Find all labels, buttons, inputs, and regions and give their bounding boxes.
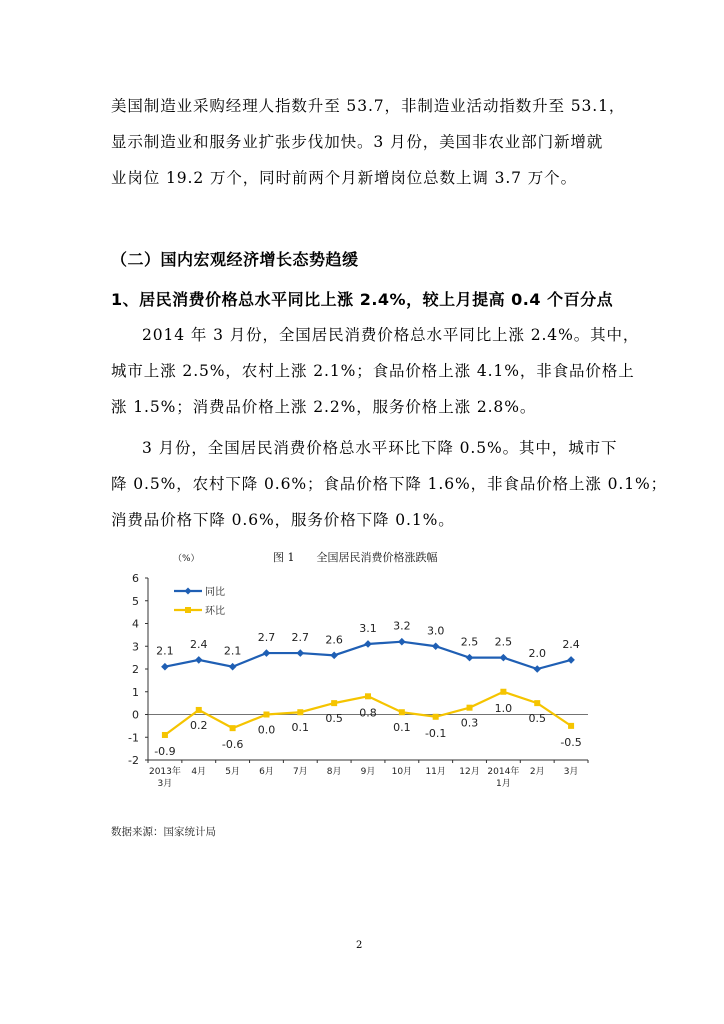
- x-tick-label: 2013年: [148, 767, 181, 777]
- data-point: [398, 638, 406, 646]
- data-point: [432, 642, 440, 650]
- data-point: [161, 663, 169, 671]
- x-tick-label: 3月: [157, 779, 173, 789]
- data-label: 2.5: [460, 635, 479, 649]
- data-label: 3.2: [393, 619, 411, 633]
- x-tick-label: 7月: [292, 767, 308, 777]
- data-point: [500, 654, 508, 662]
- x-tick-label: 2014年: [487, 767, 520, 777]
- legend-label: 同比: [205, 587, 225, 598]
- y-tick-label: -2: [128, 754, 139, 767]
- paragraph-cpi-mom: [111, 430, 668, 538]
- data-point: [263, 712, 269, 718]
- data-label: 0.1: [393, 721, 411, 735]
- x-tick-label: 6月: [259, 767, 274, 777]
- x-tick-label: 8月: [326, 767, 342, 777]
- data-point: [195, 656, 203, 664]
- data-point: [364, 640, 372, 648]
- data-point: [230, 725, 236, 731]
- data-point: [567, 656, 575, 664]
- data-label: 3.0: [426, 624, 445, 638]
- x-tick-label: 5月: [225, 767, 240, 777]
- data-label: 0.2: [190, 718, 208, 732]
- data-label: 0.8: [359, 706, 377, 720]
- data-point: [331, 700, 337, 706]
- data-point: [466, 654, 474, 662]
- data-point: [533, 665, 541, 673]
- data-point: [297, 649, 305, 657]
- x-tick-label: 9月: [360, 767, 376, 777]
- data-label: -0.9: [154, 744, 176, 758]
- data-point: [467, 705, 473, 711]
- data-point: [433, 714, 439, 720]
- paragraph-line: 2014 年 3 月份，全国居民消费价格总水平同比上涨 2.4%。其中，: [142, 326, 640, 344]
- data-label: -0.6: [221, 738, 244, 752]
- data-point: [365, 693, 371, 699]
- data-point: [229, 663, 237, 671]
- data-label: 0.0: [257, 723, 276, 737]
- y-tick-label: 3: [132, 640, 139, 654]
- data-label: 2.7: [257, 631, 276, 645]
- data-point: [330, 652, 338, 660]
- y-tick-label: 6: [132, 572, 139, 585]
- data-label: 2.6: [325, 633, 343, 647]
- data-label: 2.7: [291, 631, 310, 645]
- y-axis-unit: （%）: [173, 554, 200, 564]
- data-point: [399, 709, 405, 715]
- paragraph-line: 显示制造业和服务业扩张步伐加快。3 月份，美国非农业部门新增就: [111, 133, 604, 151]
- x-tick-label: 12月: [459, 767, 480, 777]
- data-point: [263, 649, 271, 657]
- data-label: 2.4: [190, 637, 208, 651]
- data-label: 0.1: [291, 721, 310, 735]
- legend-marker: [185, 588, 192, 595]
- data-label: 2.0: [528, 647, 546, 660]
- intro-paragraph: [111, 88, 626, 196]
- page-number: 2: [356, 940, 363, 951]
- paragraph-line: 城市上涨 2.5%，农村上涨 2.1%；食品价格上涨 4.1%，非食品价格上: [111, 362, 635, 380]
- data-point: [500, 689, 506, 695]
- paragraph-line: 涨 1.5%；消费品价格上涨 2.2%，服务价格上涨 2.8%。: [111, 398, 537, 416]
- y-tick-label: 0: [132, 708, 139, 722]
- data-label: 2.5: [494, 635, 513, 649]
- data-label: 2.1: [223, 644, 242, 658]
- data-label: 1.0: [494, 701, 513, 715]
- paragraph-line: 美国制造业采购经理人指数升至 53.7，非制造业活动指数升至 53.1，: [111, 97, 626, 115]
- data-label: -0.1: [424, 726, 447, 740]
- data-point: [297, 709, 303, 715]
- data-label: 2.1: [156, 644, 174, 658]
- data-point: [568, 723, 574, 729]
- x-tick-label: 10月: [391, 767, 413, 777]
- x-tick-label: 4月: [191, 767, 207, 777]
- data-label: 2.4: [562, 637, 580, 651]
- data-label: 0.3: [460, 716, 479, 730]
- data-label: 0.5: [325, 712, 343, 726]
- y-tick-label: 5: [132, 594, 139, 608]
- section-heading: （二）国内宏观经济增长态势趋缓: [111, 250, 359, 269]
- paragraph-line: 消费品价格下降 0.6%，服务价格下降 0.1%。: [111, 511, 455, 529]
- y-tick-label: 1: [132, 685, 139, 699]
- data-point: [196, 707, 202, 713]
- y-tick-label: 2: [132, 663, 139, 676]
- subsection-heading: 1、居民消费价格总水平同比上涨 2.4%，较上月提高 0.4 个百分点: [111, 290, 614, 309]
- paragraph-cpi-yoy: [111, 317, 640, 425]
- data-point: [534, 700, 540, 706]
- x-tick-label: 11月: [425, 767, 446, 777]
- cpi-line-chart: [111, 544, 601, 800]
- y-tick-label: -1: [128, 731, 139, 745]
- paragraph-line: 业岗位 19.2 万个，同时前两个月新增岗位总数上调 3.7 万个。: [111, 169, 577, 187]
- x-tick-label: 3月: [563, 767, 579, 777]
- data-point: [162, 732, 168, 738]
- y-tick-label: 4: [132, 617, 139, 631]
- chart-title: 图 1 全国居民消费价格涨跌幅: [273, 551, 438, 564]
- data-label: 3.1: [359, 621, 377, 635]
- legend-marker: [185, 607, 191, 613]
- legend-label: 环比: [205, 606, 225, 617]
- source-note: 数据来源：国家统计局: [111, 826, 216, 838]
- x-tick-label: 2月: [529, 767, 545, 777]
- paragraph-line: 3 月份，全国居民消费价格总水平环比下降 0.5%。其中，城市下: [142, 439, 618, 457]
- data-label: 0.5: [528, 712, 546, 726]
- x-tick-label: 1月: [496, 779, 511, 789]
- data-label: -0.5: [560, 735, 582, 749]
- paragraph-line: 降 0.5%，农村下降 0.6%；食品价格下降 1.6%，非食品价格上涨 0.1%；: [111, 475, 668, 493]
